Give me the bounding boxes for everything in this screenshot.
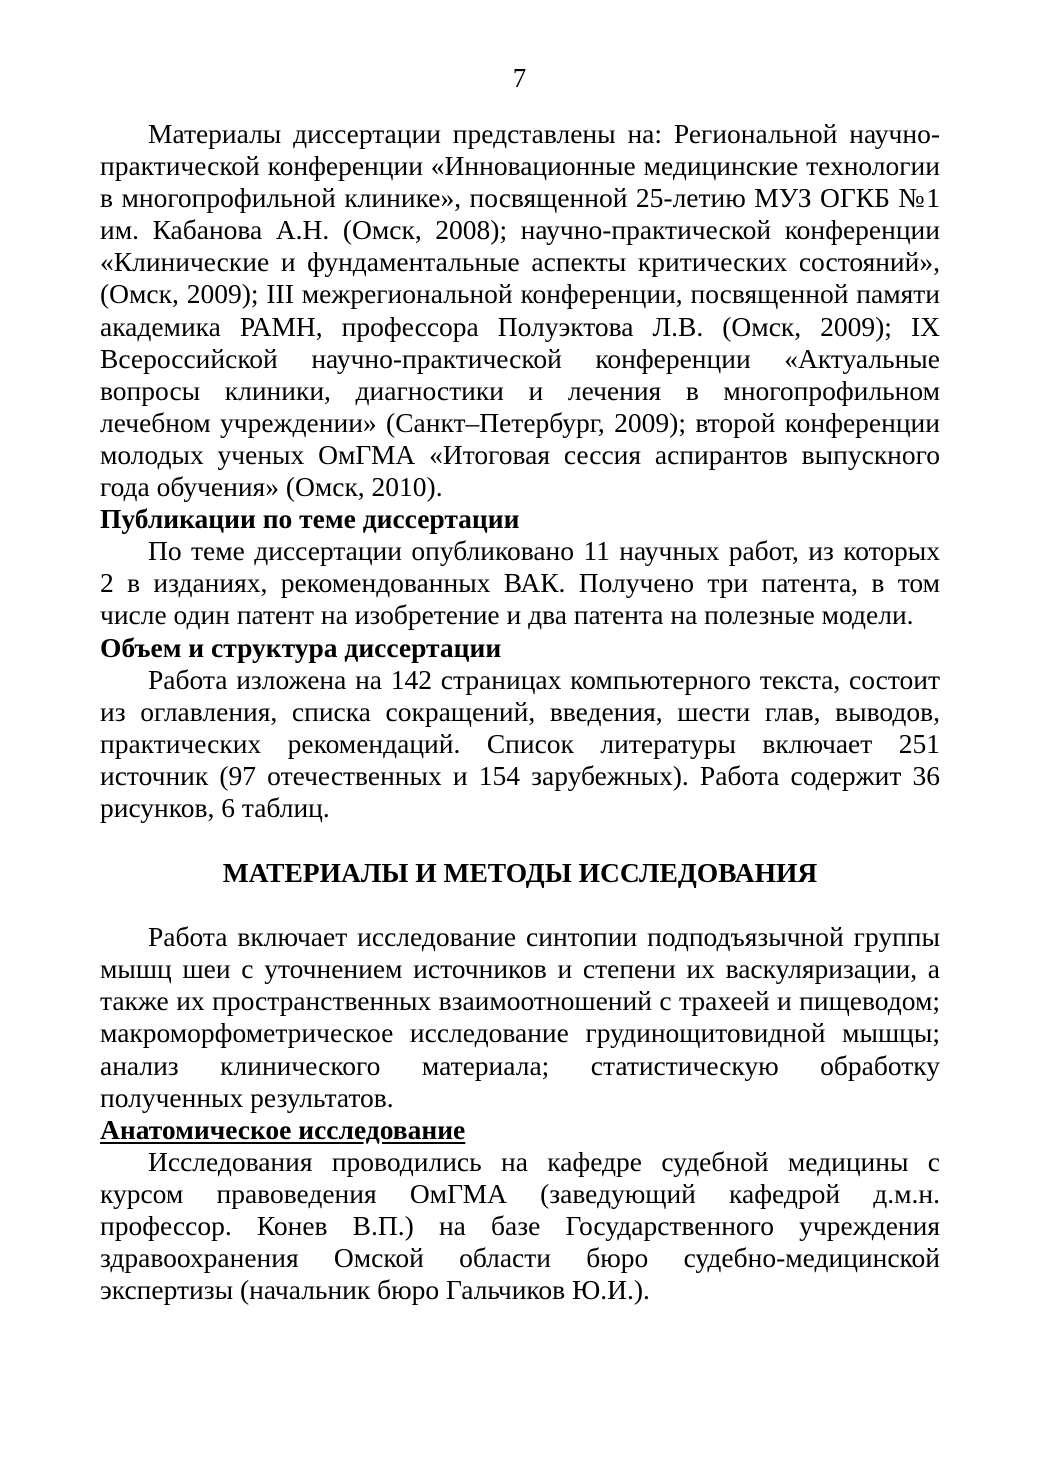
methods-intro-paragraph: Работа включает исследование синтопии подподъязычной группы мышц шеи с уточнением источников и степени их васкуляризации, а также их пространственных взаимоотношений с трахеей и пищеводом; макроморфометрическое исследование грудинощитовидной мышцы; анализ клинического материала; статистическую обработку полученных результатов. (100, 921, 940, 1113)
page-number: 7 (512, 63, 527, 93)
structure-heading: Объем и структура диссертации (100, 631, 502, 663)
publications-heading: Публикации по теме диссертации (100, 503, 520, 535)
anatomy-paragraph: Исследования проводились на кафедре судебной медицины с курсом правоведения ОмГМА (заведующий кафедрой д.м.н. профессор. Конев В.П.) на базе Государственного учреждения здравоохранения Омской области бюро судебно-медицинской экспертизы (начальник бюро Гальчиков Ю.И.). (100, 1145, 940, 1306)
anatomy-heading: Анатомическое исследование (100, 1113, 466, 1145)
structure-paragraph: Работа изложена на 142 страницах компьютерного текста, состоит из оглавления, списка сокращений, введения, шести глав, выводов, практических рекомендаций. Список литературы включает 251 источник (97 отечественных и 154 зарубежных). Работа содержит 36 рисунков, 6 таблиц. (100, 663, 940, 823)
page-content (100, 118, 940, 1306)
section-title: МАТЕРИАЛЫ И МЕТОДЫ ИССЛЕДОВАНИЯ (222, 857, 818, 889)
conferences-paragraph: Материалы диссертации представлены на: Региональной научно-практической конференции «Инновационные медицинские технологии в многопрофильной клинике», посвященной 25-летию МУЗ ОГКБ №1 им. Кабанова А.Н. (Омск, 2008); научно-практической конференции «Клинические и фундаментальные аспекты критических состояний», (Омск, 2009); III межрегиональной конференции, посвященной памяти академика РАМН, профессора Полуэктова Л.В. (Омск, 2009); IX Всероссийской научно-практической конференции «Актуальные вопросы клиники, диагностики и лечения в многопрофильном лечебном учреждении» (Санкт–Петербург, 2009); второй конференции молодых ученых ОмГМА «Итоговая сессия аспирантов выпускного года обучения» (Омск, 2010). (100, 118, 940, 503)
publications-paragraph: По теме диссертации опубликовано 11 научных работ, из которых 2 в изданиях, рекомендованных ВАК. Получено три патента, в том числе один патент на изобретение и два патента на полезные модели. (100, 535, 940, 631)
